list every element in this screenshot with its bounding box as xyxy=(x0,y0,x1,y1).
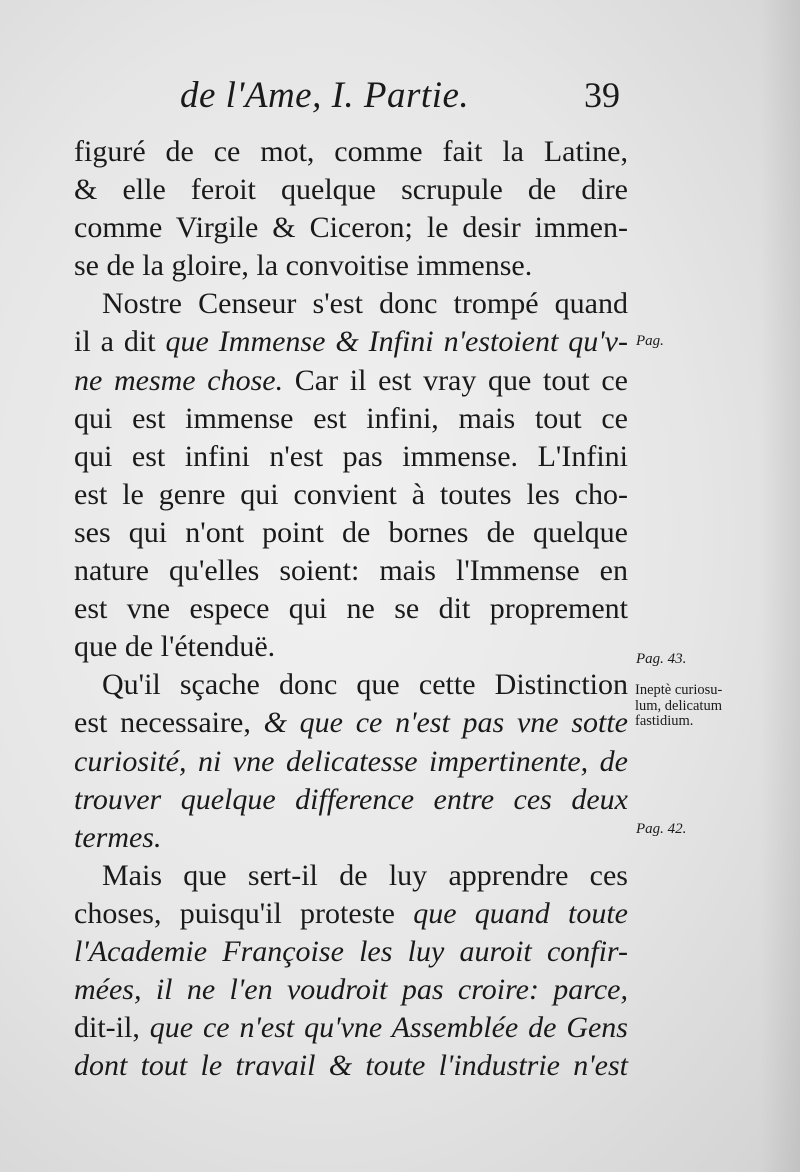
margin-note-pag-43: Pag. 43. xyxy=(636,651,687,667)
text-line: termes. xyxy=(74,820,162,854)
margin-note-pag-42: Pag. 42. xyxy=(636,821,687,837)
margin-note-pag: Pag. xyxy=(636,333,664,349)
gloss-line: lum, delicatum xyxy=(635,697,722,714)
text-line: il a dit que Immense & Infini n'estoient qu'v- xyxy=(74,325,628,359)
gloss-line: Ineptè curiosu- xyxy=(635,682,723,698)
text-line: ne mesme chose. Car il est vray que tout ce xyxy=(74,363,628,397)
paragraph-start-line: Qu'il sçache donc que cette Distinction xyxy=(102,668,628,702)
text-line: figuré de ce mot, comme fait la Latine, xyxy=(74,135,628,168)
page-shadow xyxy=(760,0,800,1172)
text-line: comme Virgile & Ciceron; le desir immen- xyxy=(74,211,628,245)
paragraph-start-line: Nostre Censeur s'est donc trompé quand xyxy=(102,287,628,321)
page-number: 39 xyxy=(584,75,620,115)
text-line: qui est immense est infini, mais tout ce xyxy=(74,401,628,435)
text-line: qui est infini n'est pas immense. L'Infini xyxy=(74,439,628,473)
text-line: que de l'étenduë. xyxy=(74,630,276,664)
paragraph-start-line: Mais que sert-il de luy apprendre ces xyxy=(102,858,628,892)
text-line: mées, il ne l'en voudroit pas croire: parce, xyxy=(74,973,628,1007)
text-line: est le genre qui convient à toutes les cho- xyxy=(74,477,628,511)
text-line: est vne espece qui ne se dit proprement xyxy=(74,592,628,626)
text-line: & elle feroit quelque scrupule de dire xyxy=(74,173,628,207)
text-line: l'Academie Françoise les luy auroit confir- xyxy=(74,934,628,968)
text-line: choses, puisqu'il proteste que quand toute xyxy=(74,896,628,930)
gloss-line: fastidium. xyxy=(635,713,694,729)
text-line: se de la gloire, la convoitise immense. xyxy=(74,249,533,283)
margin-gloss xyxy=(635,683,722,730)
body-text xyxy=(74,133,628,1085)
text-line: dont tout le travail & toute l'industrie n'est xyxy=(74,1049,628,1083)
running-head: de l'Ame, I. Partie. xyxy=(180,75,470,116)
text-line: dit-il, que ce n'est qu'vne Assemblée de Gens xyxy=(74,1011,628,1045)
text-line: trouver quelque difference entre ces deux xyxy=(74,782,628,816)
page-header xyxy=(180,74,620,124)
text-line: curiosité, ni vne delicatesse impertinente, de xyxy=(74,744,628,778)
text-line: est necessaire, & que ce n'est pas vne sotte xyxy=(74,706,628,740)
text-line: nature qu'elles soient: mais l'Immense en xyxy=(74,554,628,588)
text-line: ses qui n'ont point de bornes de quelque xyxy=(74,515,628,549)
